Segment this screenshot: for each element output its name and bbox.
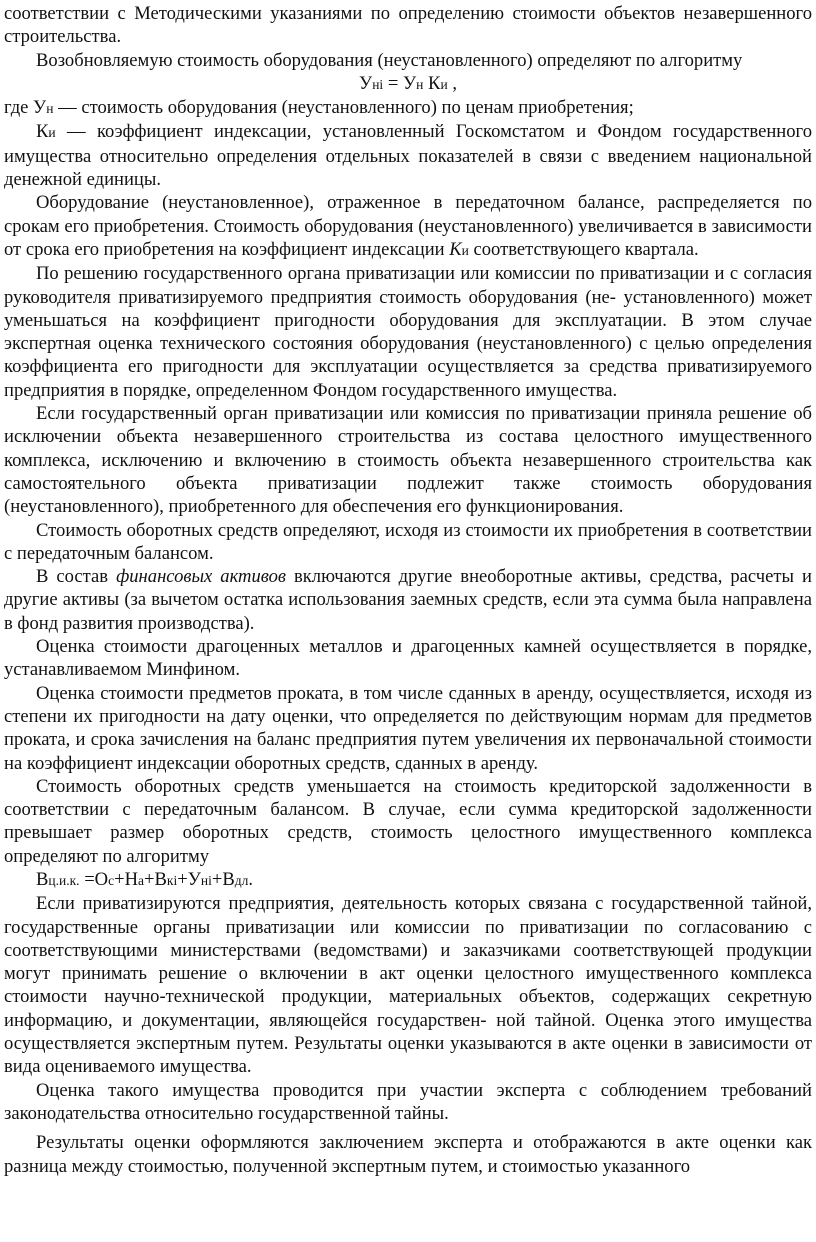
formula-complex-value	[4, 868, 812, 892]
formula-symbol: У	[402, 72, 417, 94]
paragraph-7: Если государственный орган приватизации или комиссия по приватизации приняла решение об исключении объекта незавершенного строительства из состава целостного имущественного комплекса, исключению и включению в стоимость объекта незавершенного строительства как самостоятельного объекта приватизации подлежит также стоимость оборудования (неустановленного), приобретенного для обеспечения его функционирования.	[4, 403, 812, 518]
paragraph-text: соответствующего квартала.	[468, 238, 699, 260]
formula-subscript: а	[138, 872, 145, 888]
paragraph-13: Если приватизируются предприятия, деятельность которых связана с государственной тайной, государственные органы приватизации или комиссии по приватизации по согласованию с соответствующими министерствами (ведомствами) и заказчиками соответствующей продукции могут принимать решение о включении в акт оценки целостного имущественного комплекса стоимости научно-технической продукции, материальных объектов, содержащих секретную информацию, и документации, являющейся государствен- ной тайной. Оценка этого имущества осуществляется экспертным путем. Результаты оценки указываются в акте оценки в зависимости от вида оцениваемого имущества.	[4, 893, 812, 1078]
formula-subscript: ц.и.к.	[48, 872, 80, 888]
paragraph-5	[4, 191, 812, 262]
formula-symbol: В	[36, 868, 49, 890]
formula-subscript: нi	[200, 872, 212, 888]
formula-term: +Н	[114, 868, 139, 890]
paragraph-text: включаются другие внеоборотные активы, средства, расчеты и другие активы (за вычетом остатка использования заемных средств, если эта сумма была направлена в фонд развития производства).	[4, 566, 812, 634]
paragraph-6: По решению государственного органа приватизации или комиссии по приватизации и с согласия руководителя приватизируемого предприятия стоимость оборудования (не- установленного) может уменьшаться на коэффициент пригодности оборудования для эксплуатации. В этом случае экспертная оценка технического состояния оборудования (неустановленного) с целью определения коэффициента его пригодности для эксплуатации осуществляется за средства приватизируемого предприятия в порядке, определенном Фондом государственного имущества.	[4, 263, 812, 401]
paragraph-2: Возобновляемую стоимость оборудования (неустановленного) определяют по алгоритму	[36, 49, 743, 71]
definition-subscript: и	[48, 125, 56, 141]
emphasis-term: финансовых активов	[116, 566, 286, 588]
paragraph-text: В состав	[36, 566, 117, 588]
paragraph-text: Оборудование (неустановленное), отраженное в передаточном балансе, распределяется по срокам его приобретения. Стоимость оборудования (неустановленного) увеличивается в зависимости от срока его приобретения на коэффициент индексации	[4, 192, 812, 260]
paragraph-14: Оценка такого имущества проводится при участии эксперта с соблюдением требований законодательства относительно государственной тайны.	[4, 1079, 812, 1124]
paragraph-11: Оценка стоимости предметов проката, в том числе сданных в аренду, осуществляется, исходя из степени их пригодности на дату оценки, что определяется по действующим нормам для предметов проката, и срока зачисления на баланс предприятия путем увеличения их первоначальной стоимости на коэффициент индексации оборотных средств, сданных в аренду.	[4, 682, 812, 774]
paragraph-15: Результаты оценки оформляются заключением эксперта и отображаются в акте оценки как разница между стоимостью, полученной экспертным путем, и стоимостью указанного	[4, 1132, 812, 1177]
paragraph-3	[4, 96, 812, 120]
formula-term: +У	[177, 868, 201, 890]
paragraph-1: соответствии с Методическими указаниями по определению стоимости объектов незавершенного строительства.	[4, 3, 812, 48]
formula-punct: .	[248, 868, 254, 890]
formula-subscript: н	[416, 76, 424, 92]
definition-text: — коэффициент индексации, установленный Госкомстатом и Фондом государственного имущества относительно определения отдельных показателей в связи с введением национальной денежной единицы.	[4, 121, 812, 191]
formula-punct: ,	[447, 72, 457, 94]
paragraph-8: Стоимость оборотных средств определяют, исходя из стоимости их приобретения в соответствии с передаточным балансом.	[4, 519, 812, 564]
paragraph-10: Оценка стоимости драгоценных металлов и драгоценных камней осуществляется в порядке, устанавливаемом Минфином.	[4, 636, 812, 681]
formula-symbol: У	[359, 72, 373, 94]
coefficient-subscript: и	[461, 242, 469, 258]
document-page	[0, 2, 816, 1242]
formula-term: =О	[79, 868, 109, 890]
formula-term: +В	[144, 868, 167, 890]
coefficient-symbol: К	[449, 238, 462, 260]
definition-term: где У	[4, 97, 47, 119]
definition-term: К	[36, 121, 49, 143]
formula-symbol: К	[423, 72, 441, 94]
definition-subscript: н	[46, 101, 54, 117]
formula-subscript: кi	[166, 872, 178, 888]
paragraph-9	[4, 565, 812, 635]
formula-operator: =	[383, 72, 403, 94]
paragraph-12: Стоимость оборотных средств уменьшается на стоимость кредиторской задолженности в соответствии с передаточным балансом. В случае, если сумма кредиторской задолженности превышает размер оборотных средств, стоимость целостного имущественного комплекса определяют по алгоритму	[4, 775, 812, 867]
formula-term: +В	[211, 868, 235, 890]
formula-subscript: с	[108, 872, 115, 888]
formula-subscript: нi	[372, 76, 384, 92]
paragraph-4	[4, 120, 812, 191]
formula-subscript: дл	[234, 872, 249, 888]
formula-subscript: и	[440, 76, 448, 92]
definition-text: — стоимость оборудования (неустановленного) по ценам приобретения;	[53, 97, 634, 119]
formula-equipment-cost	[4, 72, 812, 96]
